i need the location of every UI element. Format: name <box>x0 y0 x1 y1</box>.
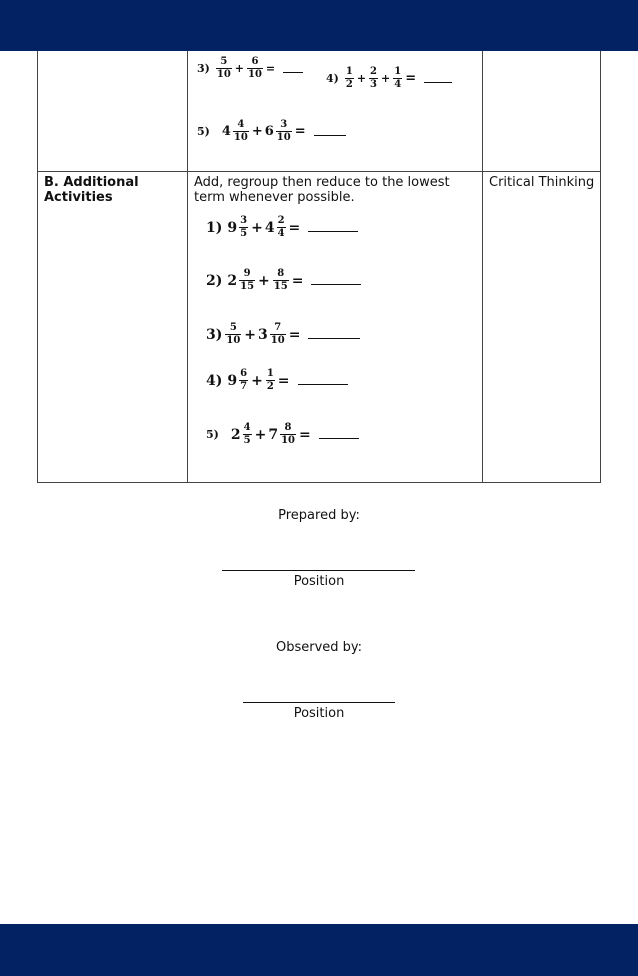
denominator: 5 <box>243 435 251 446</box>
fraction <box>243 423 252 446</box>
numerator: 6 <box>240 368 248 379</box>
exercise-top-4 <box>326 67 452 90</box>
answer-blank <box>308 231 358 232</box>
whole-number: 3 <box>258 326 268 343</box>
denominator: 10 <box>276 132 291 143</box>
equals-sign: = <box>298 426 311 443</box>
denominator: 15 <box>240 281 255 292</box>
position-label-1: Position <box>293 574 345 589</box>
numerator: 4 <box>237 119 245 130</box>
lesson-table <box>37 51 601 483</box>
header-band <box>0 0 638 51</box>
numerator: 9 <box>243 268 251 279</box>
plus-sign: + <box>254 426 267 443</box>
fraction <box>216 57 232 80</box>
equals-sign: = <box>265 62 276 75</box>
equals-sign: = <box>277 372 290 389</box>
exercise-b-3 <box>206 323 360 346</box>
fraction <box>239 216 248 239</box>
answer-blank <box>283 72 303 73</box>
exercise-top-3 <box>197 57 303 80</box>
numerator: 4 <box>243 422 251 433</box>
equals-sign: = <box>288 326 301 343</box>
whole-number: 6 <box>264 124 274 139</box>
row-title: B. Additional Activities <box>44 175 139 205</box>
signature-line-1 <box>222 570 415 571</box>
denominator: 10 <box>226 335 241 346</box>
exercise-b-4 <box>206 369 348 392</box>
plus-sign: + <box>251 372 263 389</box>
whole-number: 2 <box>230 426 241 443</box>
answer-blank <box>319 438 359 439</box>
fraction <box>233 120 249 143</box>
denominator: 2 <box>345 79 353 90</box>
numerator: 3 <box>280 119 288 130</box>
denominator: 7 <box>240 381 248 392</box>
numerator: 8 <box>277 268 285 279</box>
fraction <box>276 120 292 143</box>
exercise-label: 4) <box>206 372 223 389</box>
whole-number: 9 <box>227 219 238 236</box>
denominator: 4 <box>394 79 402 90</box>
numerator: 2 <box>370 66 378 77</box>
numerator: 1 <box>266 368 274 379</box>
fraction <box>270 323 286 346</box>
numerator: 1 <box>394 66 402 77</box>
fraction <box>239 269 255 292</box>
fraction <box>277 216 286 239</box>
plus-sign: + <box>244 326 257 343</box>
numerator: 1 <box>345 66 353 77</box>
denominator: 10 <box>216 69 231 80</box>
exercise-b-5 <box>206 423 359 446</box>
observed-by-label: Observed by: <box>275 640 363 655</box>
denominator: 3 <box>370 79 378 90</box>
equals-sign: = <box>405 71 417 86</box>
numerator: 5 <box>220 56 228 67</box>
fraction <box>266 369 275 392</box>
denominator: 4 <box>277 228 285 239</box>
equals-sign: = <box>288 219 301 236</box>
equals-sign: = <box>294 124 306 139</box>
footer-band <box>0 924 638 976</box>
whole-number: 4 <box>221 124 231 139</box>
column-divider-2 <box>482 51 483 482</box>
exercise-label: 5) <box>206 428 219 441</box>
denominator: 10 <box>281 435 295 446</box>
plus-sign: + <box>356 72 367 85</box>
fraction <box>369 67 378 90</box>
denominator: 10 <box>233 132 248 143</box>
numerator: 5 <box>229 322 237 333</box>
answer-blank <box>308 338 360 339</box>
whole-number: 7 <box>268 426 279 443</box>
plus-sign: + <box>381 72 391 85</box>
equals-sign: = <box>291 272 304 289</box>
answer-blank <box>314 135 346 136</box>
position-label-2: Position <box>293 706 345 721</box>
answer-blank <box>311 284 361 285</box>
exercise-top-5 <box>197 120 346 143</box>
plus-sign: + <box>258 272 270 289</box>
exercise-b-1 <box>206 216 358 239</box>
answer-blank <box>424 82 452 83</box>
row-instructions: Add, regroup then reduce to the lowest term whenever possible. <box>194 175 450 205</box>
plus-sign: + <box>251 124 263 139</box>
answer-blank <box>298 384 348 385</box>
fraction <box>273 269 289 292</box>
column-divider-1 <box>187 51 188 482</box>
signature-line-2 <box>243 702 395 703</box>
numerator: 3 <box>240 215 248 226</box>
fraction <box>239 369 248 392</box>
whole-number: 9 <box>227 372 238 389</box>
fraction <box>393 67 402 90</box>
numerator: 7 <box>274 322 282 333</box>
fraction <box>280 423 296 446</box>
plus-sign: + <box>251 219 263 236</box>
fraction <box>247 57 263 80</box>
whole-number: 2 <box>227 272 238 289</box>
numerator: 2 <box>277 215 285 226</box>
fraction <box>345 67 354 90</box>
exercise-label: 1) <box>206 219 223 236</box>
exercise-label: 3) <box>206 326 223 343</box>
fraction <box>225 323 241 346</box>
row-skill: Critical Thinking <box>489 175 595 190</box>
numerator: 6 <box>251 56 259 67</box>
denominator: 2 <box>266 381 274 392</box>
denominator: 10 <box>248 69 262 80</box>
denominator: 10 <box>270 335 285 346</box>
exercise-label: 2) <box>206 272 223 289</box>
prepared-by-label: Prepared by: <box>278 508 360 523</box>
whole-number: 4 <box>264 219 275 236</box>
row-divider <box>38 171 600 172</box>
plus-sign: + <box>234 62 244 75</box>
denominator: 15 <box>273 281 288 292</box>
exercise-label: 5) <box>197 125 210 138</box>
exercise-label: 3) <box>197 62 210 75</box>
exercise-b-2 <box>206 269 361 292</box>
denominator: 5 <box>240 228 248 239</box>
exercise-label: 4) <box>326 72 339 85</box>
numerator: 8 <box>284 422 292 433</box>
